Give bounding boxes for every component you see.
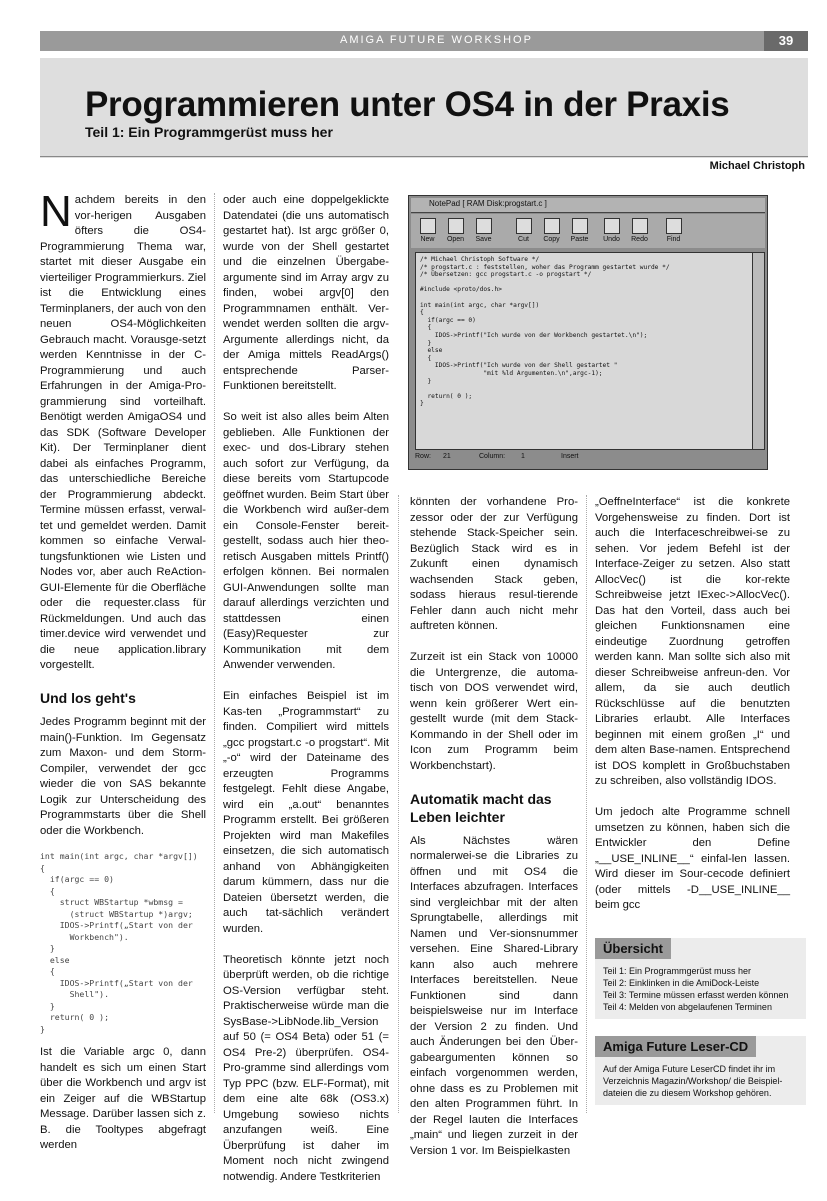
row-value: 21 xyxy=(443,453,451,460)
paragraph: „OeffneInterface“ ist die konkrete Vorgehensweise zu finden. Dort ist auch die Interfaceschreibwei-se zu sehen. Vor jedem Befehl ist der Interface-Zeiger zu setzen. Also statt AllocVec() ist die kor-rekte Schreibweise jetzt IExec->AllocVec(). Das hat den Vorteil, dass auch bei gleichen Funktionsnamen eine eindeutige Zuordnung getroffen werden kann. Man sollte sich also mit dieser Schreibweise anfreun-den. Vor allem, da sie auch deutlich Rückschlüsse auf die benutzten Libraries erlaubt. Alle Interfaces beginnen mit einem großen „I“ und dem alten Base-namen. Entsprechend ist DOS komplett in Großbuchstaben zu schreiben, also vollständig IDOS. xyxy=(595,496,790,787)
new-button[interactable]: New xyxy=(415,216,440,246)
paste-icon xyxy=(572,218,588,234)
header-bar xyxy=(40,31,808,51)
undo-icon xyxy=(604,218,620,234)
undo-button[interactable]: Undo xyxy=(599,216,624,246)
cut-button[interactable]: Cut xyxy=(511,216,536,246)
cd-text-line: Auf der Amiga Future LeserCD findet ihr im xyxy=(603,1064,776,1074)
paragraph: Ist die Variable argc 0, dann handelt es sich um einen Start über die Workbench und argv ist ein Zeiger auf die WBStartup Message. Darüber lassen sich z. B. die Tooltypes abgefragt werden xyxy=(40,1046,206,1151)
column-4 xyxy=(595,495,790,929)
paragraph: könnten der vorhandene Pro-zessor oder der zur Verfügung stehende Stack-Speicher sein. Bezüglich Stack wird es in Zukunft einen dynamisch wachsenden Stack geben, sodass hieraus resul-tierende Fehler dann auch nicht mehr auftreten können. xyxy=(410,496,578,632)
column-1 xyxy=(40,187,206,1169)
intro-paragraph: Nachdem bereits in den vor-herigen Ausgaben öfters die OS4-Programmierung Thema war, startet mit dieser Ausgabe ein vierteiliger Programmierkurs. Ziel ist die Entwicklung eines Terminplaners, der auch von den neuen OS4-Möglichkeiten Gebrauch macht. Vorausge-setzt werden Kenntnisse in der C-Programmierung und auch Erfahrungen in der Amiga-Pro-grammierung sind vorteilhaft. Benötigt werden AmigaOS4 und das SDK (Software Developer Kit). Der Terminplaner dient dabei als einfaches Programm, das unterschiedliche Bereiche der Programmierung abdeckt. Termine müssen erfasst, verwal-tet und gemeldet werden. Damit kommen so einfache Verwal-tungsfunktionen wie Listen und Nodes vor, aber auch ReAction-GUI-Elemente für die Oberfläche oder die requester.class für Rückmeldungen. Und auch das timer.device wird verwendet und die neue application.library vorgestellt. xyxy=(40,187,206,671)
cd-box xyxy=(595,1036,806,1105)
notepad-screenshot xyxy=(408,195,768,470)
list-item: Teil 1: Ein Programmgerüst muss her xyxy=(603,966,752,976)
cd-heading: Amiga Future Leser-CD xyxy=(595,1036,756,1057)
cd-text xyxy=(595,1057,806,1105)
copy-button[interactable]: Copy xyxy=(539,216,564,246)
overview-list xyxy=(595,959,806,1019)
column-divider xyxy=(398,495,399,1113)
open-icon xyxy=(448,218,464,234)
overview-heading: Übersicht xyxy=(595,938,671,959)
find-icon xyxy=(666,218,682,234)
list-item: Teil 3: Termine müssen erfasst werden können xyxy=(603,990,789,1000)
open-button[interactable]: Open xyxy=(443,216,468,246)
overview-box xyxy=(595,938,806,1019)
column-value: 1 xyxy=(521,453,525,460)
paragraph: Um jedoch alte Programme schnell umsetzen zu können, haben sich die Entwickler den Define „__USE_INLINE__“ einfal-len lassen. Wird dieser im Sour-cecode definiert (oder mittels -D__USE_INLINE__ beim gcc xyxy=(595,806,790,911)
paragraph: Ein einfaches Beispiel ist im Kas-ten „Programmstart“ zu finden. Compiliert wird mittels „gcc progstart.c -o progstart“. Mit „-o“ wird der Dateiname des erzeugten Programms festgelegt. Fehlt diese Angabe, wird ein „a.out“ benanntes Programm erstellt. Bei größeren Projekten wird man Makefiles einsetzen, die sich automatisch anhand von Abhängigkeiten darum kümmern, dass nur die Dateien übersetzt werden, die auch tat-sächlich verändert wurden. xyxy=(223,690,389,935)
column-3 xyxy=(410,495,578,1175)
redo-icon xyxy=(632,218,648,234)
paste-button[interactable]: Paste xyxy=(567,216,592,246)
paragraph: So weit ist also alles beim Alten geblieben. Alle Funktionen der exec- und dos-Library stehen auch sofort zur Verfügung, da diese bereits vom Startupcode geöffnet wurden. Beim Start über die Workbench wird außer-dem ein Console-Fenster bereit-gestellt, sodass auch hier theo-retisch Ausgaben mittels Printf() erfolgen können. Bei normalen GUI-Anwendungen sollte man darauf allerdings verzichten und stattdessen einen (Easy)Requester zur Kommunikation mit dem Anwender verwenden. xyxy=(223,411,389,671)
redo-button[interactable]: Redo xyxy=(627,216,652,246)
byline-rule xyxy=(40,156,808,157)
article-title: Programmieren unter OS4 in der Praxis xyxy=(85,85,730,124)
section-heading: Und los geht's xyxy=(40,690,136,706)
cd-text-line: dateien die zu diesem Workshop gehören. xyxy=(603,1088,772,1098)
paragraph: oder auch eine doppelgeklickte Datendatei (die uns automatisch gestartet hat). Ist argc größer 0, wurde von der Shell gestartet und die einzelnen Übergabe-argumente sind im Array argv zu finden, wobei argv[0] den Programmnamen enthält. Ver-wendet werden sollten die argv-Argumente allerdings nicht, da der Amiga mittels ReadArgs() entsprechende Parser-Funktionen bereitstellt. xyxy=(223,194,389,392)
section-heading: Automatik macht das Leben leichter xyxy=(410,790,552,825)
editor-scrollbar[interactable] xyxy=(752,252,765,450)
new-icon xyxy=(420,218,436,234)
drop-cap: N xyxy=(40,187,72,236)
editor-area[interactable] xyxy=(415,252,753,450)
save-icon xyxy=(476,218,492,234)
copy-icon xyxy=(544,218,560,234)
status-bar xyxy=(415,452,763,464)
article-subtitle: Teil 1: Ein Programmgerüst muss her xyxy=(85,124,333,140)
row-label: Row: xyxy=(415,453,431,460)
cd-text-line: Verzeichnis Magazin/Workshop/ die Beispiel- xyxy=(603,1076,783,1086)
page-number: 39 xyxy=(764,31,808,51)
paragraph: Als Nächstes wären normalerwei-se die Libraries zu öffnen und mit OS4 die Interfaces abzufragen. Interfaces sind vergleichbar mit der alten Sprungtabelle, allerdings mit Namen und Ver-sionsnummer versehen. Eine Shared-Library kann also auch mehrere Interfaces bereitstellen. Neue Funktionen sind dann beispielsweise nur im Interface der Version 2 zu finden. Und auch Änderungen bei den Über-gabeargumenten können so einfach vorgenommen werden, ohne dass es zu Problemen mit den alten Programmen führt. In der Regel lauten die Interfaces „main“ und liegen zurzeit in der Version 1 vor. Im Beispielkasten xyxy=(410,834,578,1157)
toolbar xyxy=(411,214,765,248)
code-listing: int main(int argc, char *argv[]) { if(argc == 0) { struct WBStartup *wbmsg = (struct WBStartup *)argv; IDOS->Printf(„Start von der Workbench"). } else { IDOS->Printf(„Start von der Shell"). } return( 0 ); } xyxy=(40,851,198,1034)
editor-text: /* Michael Christoph Software */ /* progstart.c : feststellen, woher das Programm gestartet wurde */ /* Übersetzen: gcc progstart.c -o progstart */ #include <proto/dos.h> int main(int argc, char *argv[]) { if(argc == 0) { IDOS->Printf("Ich wurde von der Workbench gestartet.\n"); } else { IDOS->Printf("Ich wurde von der Shell gestartet " "mit %ld Argumenten.\n",argc-1); } return( 0 ); } xyxy=(420,256,670,408)
magazine-name: AMIGA FUTURE WORKSHOP xyxy=(340,34,533,46)
insert-mode: Insert xyxy=(561,453,579,460)
author-name: Michael Christoph xyxy=(709,160,805,172)
find-button[interactable]: Find xyxy=(661,216,686,246)
paragraph: Jedes Programm beginnt mit der main()-Funktion. Im Gegensatz zum Maxon- und dem Storm-Compiler, verwendet der gcc wieder die von SAS bekannte Logik zur Unterscheidung des Programmstarts über die Shell oder die Workbench. xyxy=(40,716,206,837)
window-titlebar xyxy=(411,198,765,213)
window-title: NotePad [ RAM Disk:progstart.c ] xyxy=(429,199,547,208)
cut-icon xyxy=(516,218,532,234)
paragraph: Zurzeit ist ein Stack von 10000 die Untergrenze, die automa-tisch von DOS verwendet wird, wenn kein größerer Wert ein-gestellt wurde (mit dem Stack-Kommando in der Shell oder im Icon zum Programm beim Workbenchstart). xyxy=(410,651,578,772)
column-divider xyxy=(586,495,587,1113)
save-button[interactable]: Save xyxy=(471,216,496,246)
column-divider xyxy=(214,193,215,1113)
column-label: Column: xyxy=(479,453,506,460)
list-item: Teil 2: Einklinken in die AmiDock-Leiste xyxy=(603,978,760,988)
column-2 xyxy=(223,193,389,1201)
list-item: Teil 4: Melden von abgelaufenen Terminen xyxy=(603,1002,772,1012)
paragraph: Theoretisch könnte jetzt noch überprüft werden, ob die richtige OS-Version verfügbar steht. Praktischerweise würde man die SysBase->LibNode.lib_Version auf 50 (= OS4 Beta) oder 51 (= OS4 Pre-2) überprüfen. OS4-Pro-gramme sind allerdings vom Typ PPC (bzw. ELF-Format), mit dem eine alte 68k (OS3.x) Umgebung sowieso nichts anzufangen weiß. Eine Überprüfung ist daher im Moment noch nicht zwingend notwendig. Andere Testkriterien xyxy=(223,953,389,1183)
